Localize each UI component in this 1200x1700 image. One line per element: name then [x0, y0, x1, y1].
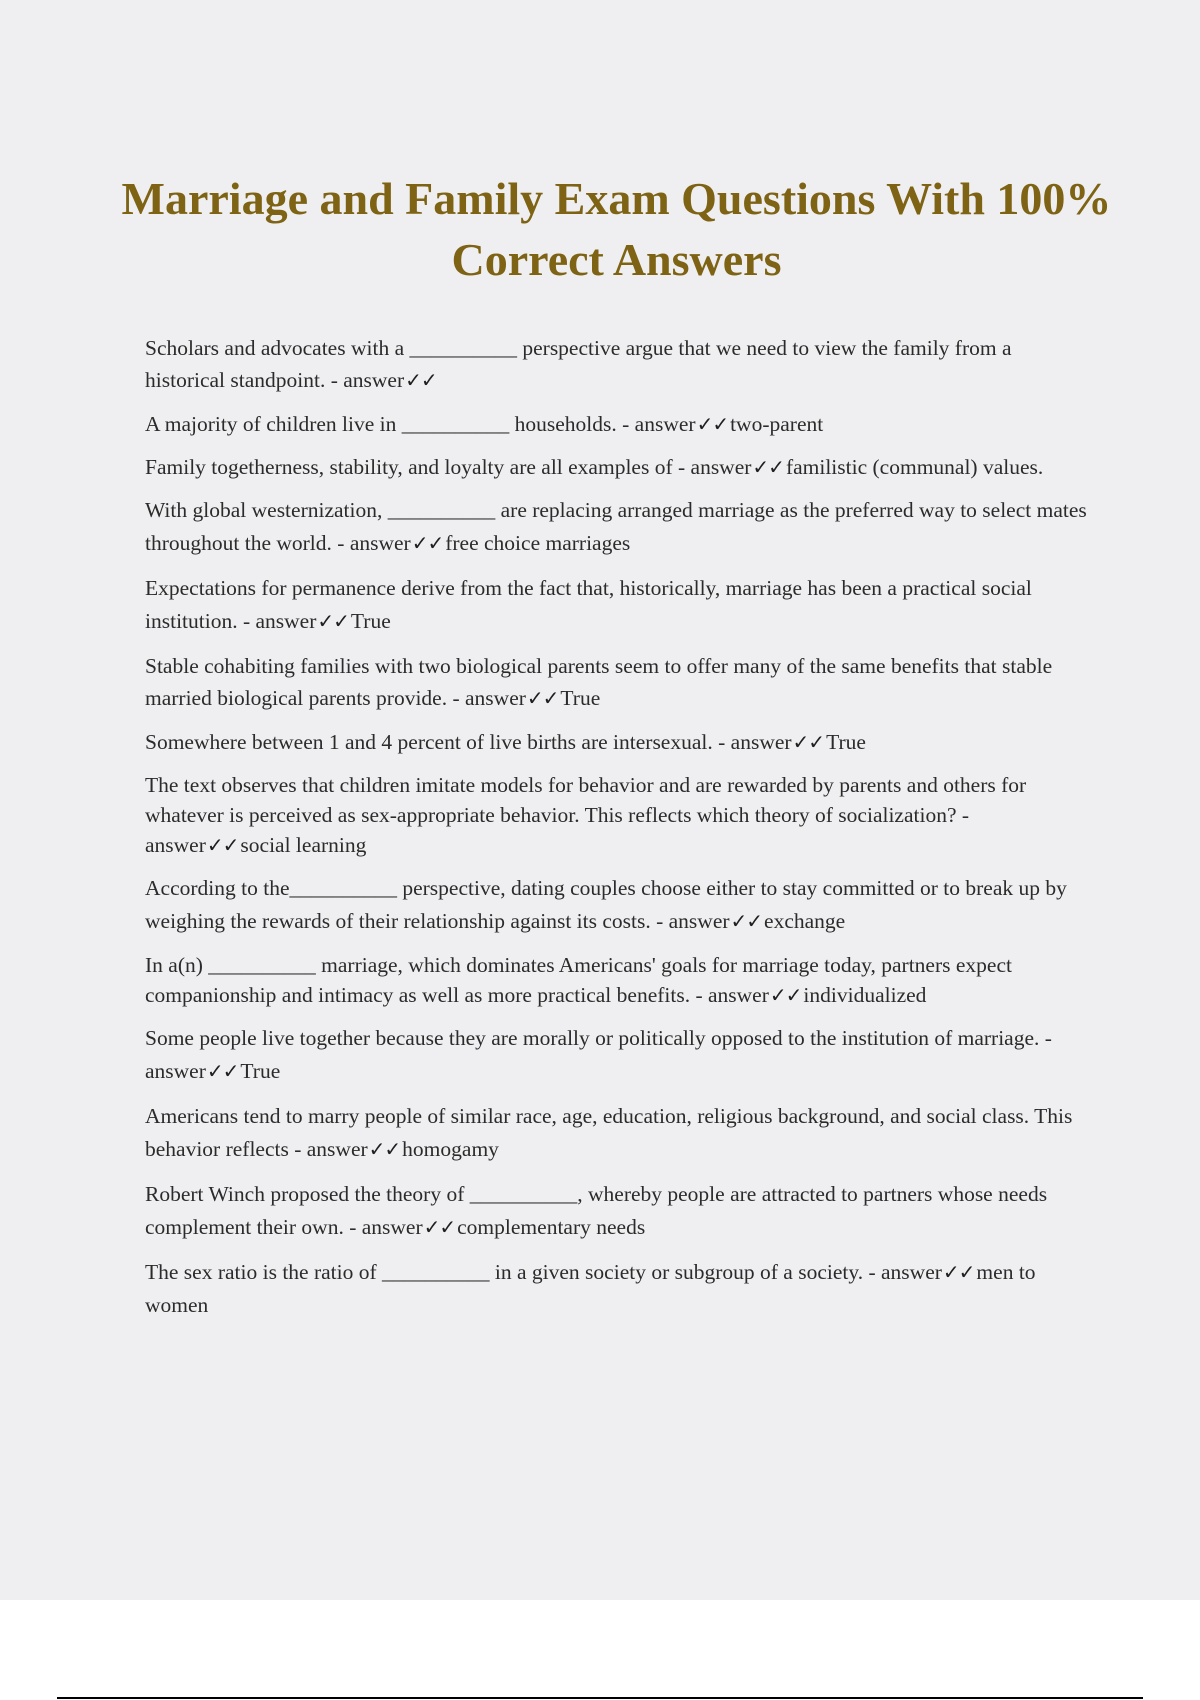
qa-item-8 — [145, 770, 1095, 860]
answer-text: complementary needs — [457, 1215, 646, 1239]
double-check-icon: ✓✓ — [942, 1260, 975, 1284]
double-check-icon: ✓✓ — [752, 455, 784, 479]
answer-text: homogamy — [402, 1137, 499, 1161]
qa-item-14 — [145, 1256, 1095, 1322]
double-check-icon: ✓✓ — [405, 368, 437, 392]
qa-item-1 — [145, 332, 1095, 396]
question-text: Americans tend to marry people of similar race, age, education, religious background, and social class. This behavior reflects - answer — [145, 1104, 1073, 1161]
question-answer-list — [145, 332, 1095, 1334]
qa-item-10 — [145, 950, 1095, 1010]
qa-item-5 — [145, 572, 1095, 638]
answer-text: exchange — [764, 909, 846, 933]
qa-item-13 — [145, 1178, 1095, 1244]
answer-text: free choice marriages — [445, 531, 631, 555]
question-text: Expectations for permanence derive from the fact that, historically, marriage has been a practical social institution. - answer — [145, 576, 1032, 633]
qa-item-3 — [145, 452, 1095, 482]
answer-text: individualized — [803, 983, 927, 1007]
answer-text: two-parent — [730, 412, 824, 436]
answer-text: True — [560, 686, 601, 710]
question-text: Some people live together because they are morally or politically opposed to the institution of marriage. - answer — [145, 1026, 1052, 1083]
qa-item-4 — [145, 494, 1095, 560]
double-check-icon: ✓✓ — [206, 1059, 239, 1083]
qa-item-2 — [145, 408, 1095, 440]
document-title: Marriage and Family Exam Questions With 100% Correct Answers — [121, 173, 1112, 285]
question-text: With global westernization, __________ are replacing arranged marriage as the preferred way to select mates throughout the world. - answer — [145, 498, 1087, 555]
question-text: Stable cohabiting families with two biological parents seem to offer many of the same benefits that stable married biological parents provide. - answer — [145, 654, 1053, 710]
double-check-icon: ✓✓ — [696, 412, 729, 436]
answer-text: social learning — [240, 833, 367, 857]
qa-item-6 — [145, 650, 1095, 714]
answer-text: familistic (communal) values. — [785, 455, 1044, 479]
qa-item-12 — [145, 1100, 1095, 1166]
page-bottom-rule — [57, 1697, 1143, 1699]
qa-item-9 — [145, 872, 1095, 938]
question-text: A majority of children live in __________ households. - answer — [145, 412, 696, 436]
question-text: Somewhere between 1 and 4 percent of live births are intersexual. - answer — [145, 730, 792, 754]
double-check-icon: ✓✓ — [206, 833, 239, 857]
question-text: The text observes that children imitate models for behavior and are rewarded by parents and others for whatever is perceived as sex-appropriate behavior. This reflects which theory of socialization? - answer — [145, 773, 1027, 857]
question-text: In a(n) __________ marriage, which dominates Americans' goals for marriage today, partners expect companionship and intimacy as well as more practical benefits. - answer — [145, 953, 1012, 1007]
double-check-icon: ✓✓ — [411, 531, 444, 555]
double-check-icon: ✓✓ — [423, 1215, 456, 1239]
question-text: The sex ratio is the ratio of __________ in a given society or subgroup of a society. - answer — [145, 1260, 942, 1284]
double-check-icon: ✓✓ — [526, 686, 559, 710]
qa-item-7 — [145, 726, 1095, 758]
answer-text: True — [826, 730, 866, 754]
answer-text: True — [350, 609, 391, 633]
double-check-icon: ✓✓ — [792, 730, 825, 754]
question-text: Family togetherness, stability, and loyalty are all examples of - answer — [145, 455, 752, 479]
double-check-icon: ✓✓ — [368, 1137, 401, 1161]
question-text: Scholars and advocates with a __________ perspective argue that we need to view the family from a historical standpoint. - answer — [145, 336, 1012, 392]
answer-text: True — [240, 1059, 281, 1083]
answer-text: men to women — [145, 1260, 1036, 1317]
qa-item-11 — [145, 1022, 1095, 1088]
double-check-icon: ✓✓ — [730, 909, 763, 933]
question-text: Robert Winch proposed the theory of __________, whereby people are attracted to partners whose needs complement their own. - answer — [145, 1182, 1048, 1239]
double-check-icon: ✓✓ — [769, 983, 802, 1007]
question-text: According to the__________ perspective, dating couples choose either to stay committed or to break up by weighing the rewards of their relationship against its costs. - answer — [145, 876, 1067, 933]
double-check-icon: ✓✓ — [317, 609, 349, 633]
